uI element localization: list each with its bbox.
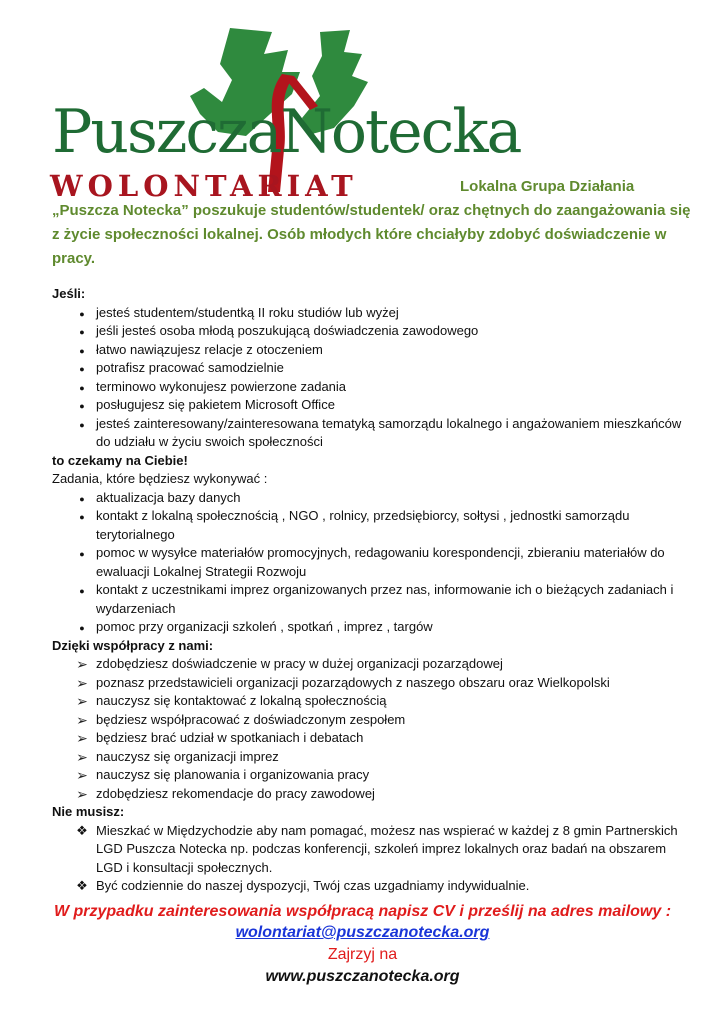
list-item (52, 581, 692, 618)
bullet-icon (74, 396, 90, 416)
list-item (52, 822, 692, 878)
list-item-text: posługujesz się pakietem Microsoft Office (96, 397, 335, 412)
list-item-text: jeśli jesteś osoba młodą poszukującą doświadczenia zawodowego (96, 323, 479, 338)
list-item-text: będziesz współpracować z doświadczonym zespołem (96, 711, 406, 727)
bullet-icon (74, 748, 90, 768)
list-item-text: jesteś zainteresowany/zainteresowana tematyką samorządu lokalnego i angażowaniem mieszkańców do udziału w życiu swoich społeczności (96, 415, 682, 449)
list-item (52, 322, 692, 341)
main-content (52, 285, 692, 896)
bullet-icon (74, 822, 90, 841)
section-heading-jesli: Jeśli: (52, 286, 86, 301)
list-item (52, 674, 692, 693)
list-item-text: potrafisz pracować samodzielnie (96, 360, 284, 375)
list-item (52, 877, 692, 896)
section-heading-nie-musisz: Nie musisz: (52, 804, 125, 819)
bullet-icon (74, 415, 90, 435)
list-item (52, 785, 692, 804)
list-item-text: kontakt z uczestnikami imprez organizowanych przez nas, informowanie ich o bieżących zadaniach i wydarzeniach (96, 582, 674, 616)
bullet-icon (74, 692, 90, 712)
closing-text: to czekamy na Ciebie! (52, 452, 188, 468)
list-item-text: poznasz przedstawicieli organizacji pozarządowych z naszego obszaru oraz Wielkopolski (96, 674, 610, 690)
logo-wordmark: PuszczaNotecka (52, 97, 521, 167)
list-item-text: nauczysz się planowania i organizowania pracy (96, 767, 370, 782)
list-item-text: zdobędziesz rekomendacje do pracy zawodowej (96, 785, 375, 801)
intro-text: Lokalna Grupa Działania „Puszcza Notecka” poszukuje studentów/studentek/ oraz chętnych do zaangażowania się z życie społeczności lokalnej. Osób młodych które chciałyby zdobyć doświadczenie w pracy. (52, 178, 691, 267)
list-item-text: Być codziennie do naszej dyspozycji, Twój czas uzgadniamy indywidualnie. (96, 878, 530, 893)
bullet-icon (74, 304, 90, 324)
bullet-icon (74, 877, 90, 896)
list-item-text: kontakt z lokalną społecznością , NGO , rolnicy, przedsiębiorcy, sołtysi , jednostki samorządu terytorialnego (96, 508, 630, 542)
section-heading-dzieki: Dzięki współpracy z nami: (52, 637, 214, 653)
nie-musisz-list (52, 822, 692, 896)
list-item-text: pomoc przy organizacji szkoleń , spotkań , imprez , targów (96, 619, 433, 634)
call-to-action (0, 902, 725, 988)
list-item-text: terminowo wykonujesz powierzone zadania (96, 378, 347, 394)
list-item-text: pomoc w wysyłce materiałów promocyjnych, redagowaniu korespondencji, zbieraniu materiałów do ewaluacji Lokalnej Strategii Rozwoju (96, 545, 665, 579)
list-item (52, 489, 692, 508)
list-item (52, 507, 692, 544)
list-item (52, 304, 692, 323)
bullet-icon (74, 766, 90, 786)
bullet-icon (74, 711, 90, 731)
list-item-text: nauczysz się kontaktować z lokalną społecznością (96, 693, 387, 708)
list-item (52, 396, 692, 415)
list-item (52, 359, 692, 378)
section-heading-zadania: Zadania, które będziesz wykonywać : (52, 471, 268, 486)
bullet-icon (74, 359, 90, 379)
list-item-text: aktualizacja bazy danych (96, 489, 241, 505)
list-item (52, 341, 692, 360)
list-item (52, 544, 692, 581)
logo-subtitle: WOLONTARIAT (50, 169, 358, 203)
list-item (52, 415, 692, 452)
list-item (52, 711, 692, 730)
zadania-list (52, 489, 692, 637)
list-item (52, 618, 692, 637)
bullet-icon (74, 729, 90, 749)
list-item (52, 655, 692, 674)
bullet-icon (74, 341, 90, 361)
bullet-icon (74, 544, 90, 564)
bullet-icon (74, 581, 90, 601)
list-item-text: nauczysz się organizacji imprez (96, 748, 279, 764)
bullet-icon (74, 507, 90, 527)
email-link[interactable]: wolontariat@puszczanotecka.org (235, 924, 490, 941)
list-item-text: będziesz brać udział w spotkaniach i debatach (96, 730, 364, 745)
bullet-icon (74, 785, 90, 805)
list-item (52, 378, 692, 397)
bullet-icon (74, 618, 90, 638)
bullet-icon (74, 322, 90, 342)
jesli-list (52, 304, 692, 452)
list-item-text: Mieszkać w Międzychodzie aby nam pomagać, możesz nas wspierać w każdej z 8 gmin Partnerskich LGD Puszcza Notecka np. podczas konferencji, szkoleń imprez lokalnych oraz badań na obszarem LGD i konsultacji społecznych. (96, 822, 678, 875)
visit-text: Zajrzyj na (327, 946, 398, 963)
list-item (52, 748, 692, 767)
bullet-icon (74, 655, 90, 675)
list-item (52, 766, 692, 785)
list-item (52, 729, 692, 748)
list-item-text: łatwo nawiązujesz relacje z otoczeniem (96, 341, 323, 357)
bullet-icon (74, 674, 90, 694)
list-item (52, 692, 692, 711)
dzieki-list (52, 655, 692, 803)
cta-text: W przypadku zainteresowania współpracą napisz CV i prześlij na adres mailowy : (53, 903, 672, 920)
list-item-text: jesteś studentem/studentką II roku studiów lub wyżej (96, 304, 399, 320)
list-item-text: zdobędziesz doświadczenie w pracy w dużej organizacji pozarządowej (96, 656, 503, 671)
logo (50, 10, 521, 203)
bullet-icon (74, 378, 90, 398)
bullet-icon (74, 489, 90, 509)
website-link[interactable]: www.puszczanotecka.org (265, 968, 460, 985)
